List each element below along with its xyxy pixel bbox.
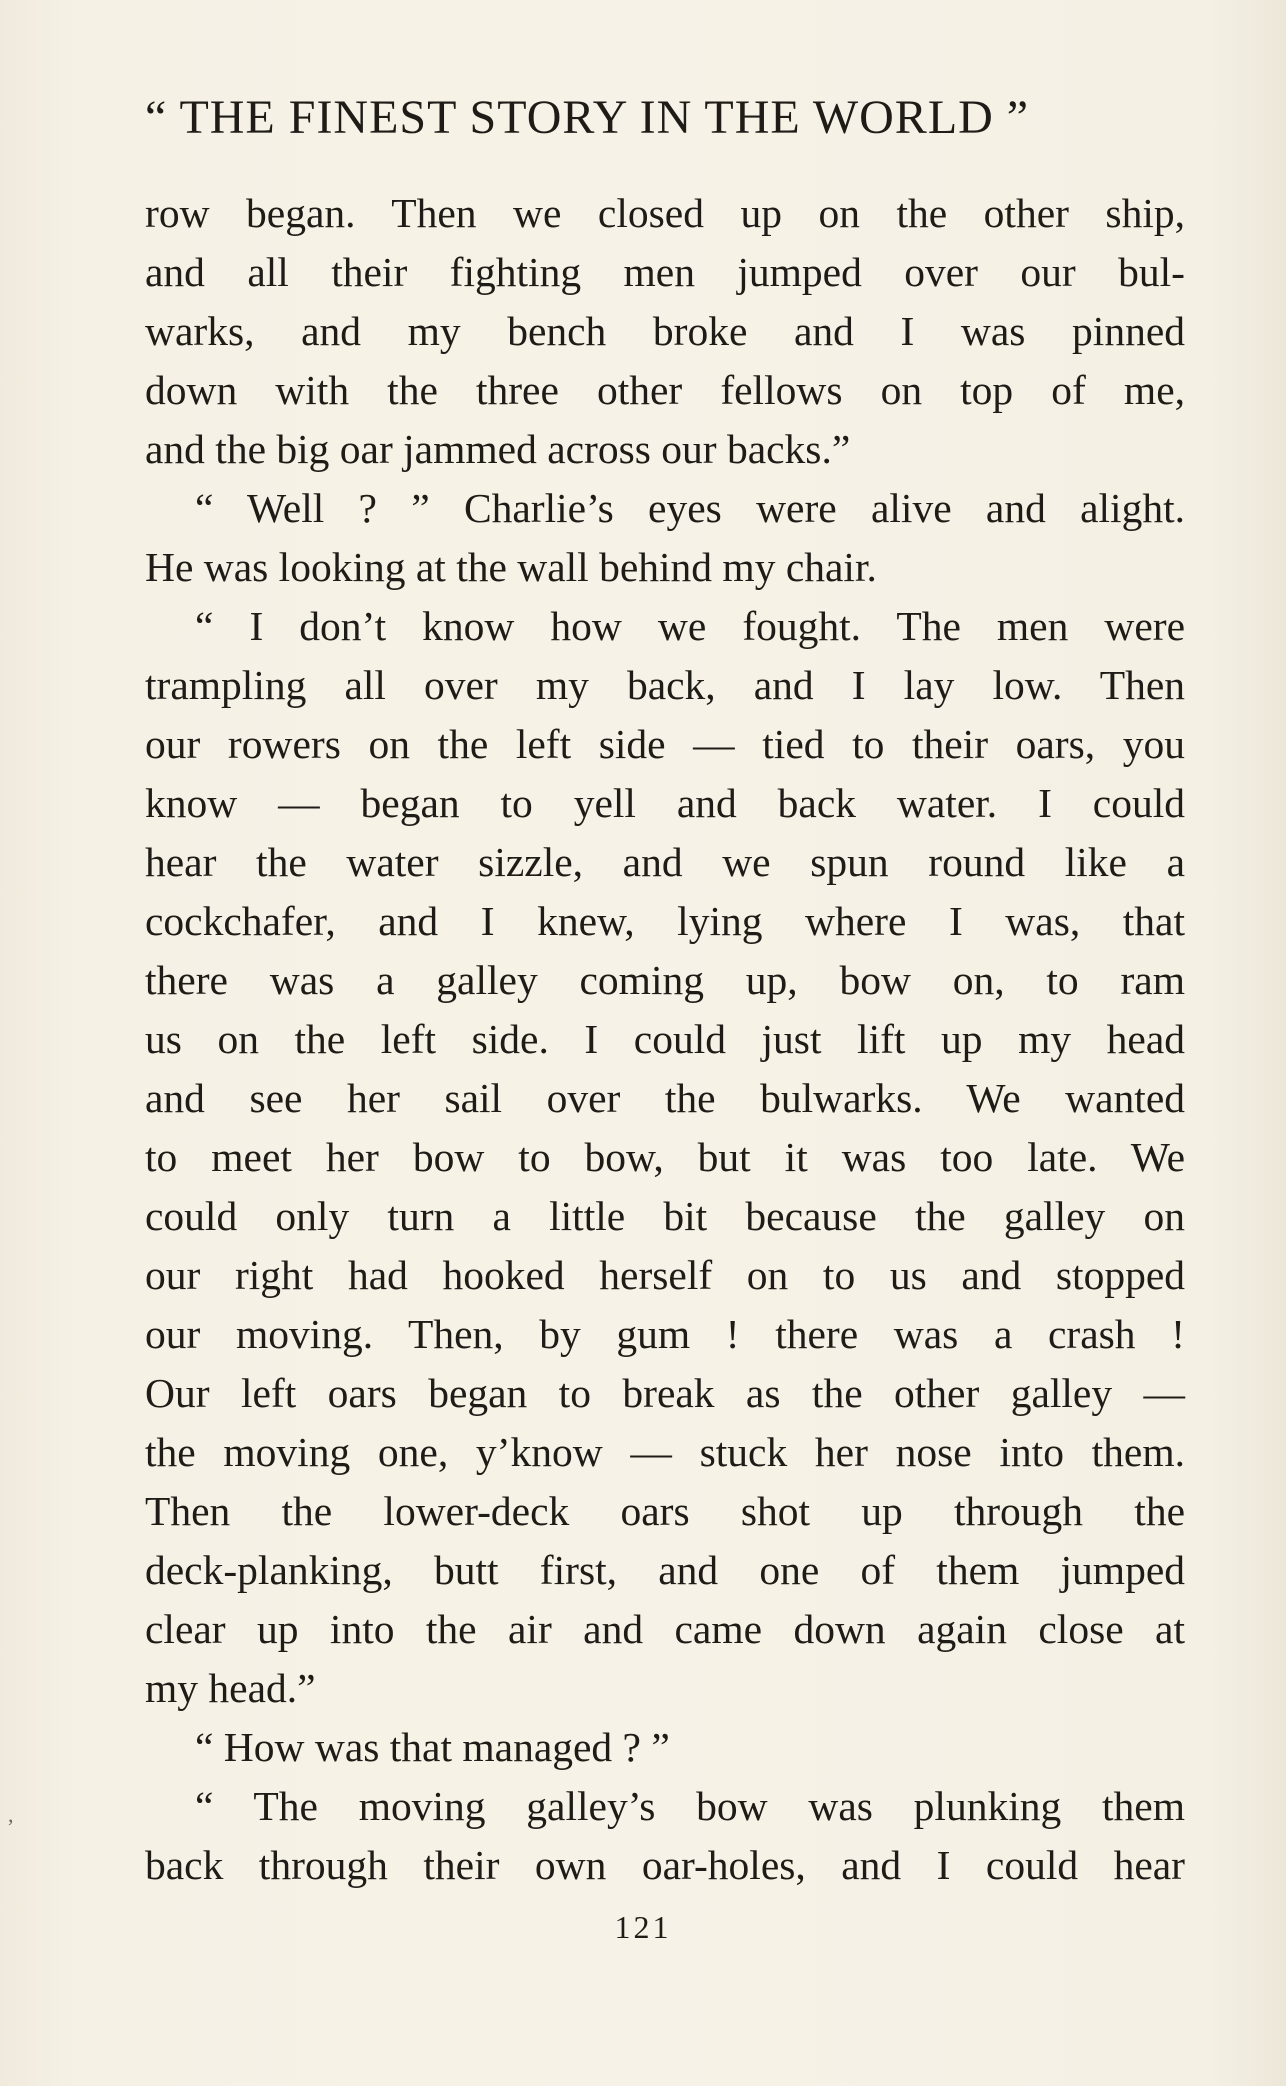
text-line: trampling all over my back, and I lay low. Then (145, 662, 1185, 708)
page-number: 121 (614, 1909, 672, 1945)
text-line: our moving. Then, by gum ! there was a crash ! (145, 1311, 1185, 1357)
text-line: cockchafer, and I knew, lying where I was, that (145, 898, 1185, 944)
text-line: the moving one, y’know — stuck her nose into them. (145, 1429, 1185, 1475)
text-line: “ How was that managed ? ” (195, 1724, 670, 1770)
text-line: to meet her bow to bow, but it was too late. We (145, 1134, 1185, 1180)
text-line: and the big oar jammed across our backs.” (145, 426, 851, 472)
text-line: us on the left side. I could just lift up my head (145, 1016, 1185, 1062)
body-text (145, 184, 1185, 1895)
text-line: Then the lower-deck oars shot up through the (145, 1488, 1185, 1534)
text-line: know — began to yell and back water. I could (145, 780, 1185, 826)
running-head: “ THE FINEST STORY IN THE WORLD ” (145, 91, 1030, 144)
text-line: our right had hooked herself on to us and stopped (145, 1252, 1185, 1298)
text-line: and see her sail over the bulwarks. We wanted (145, 1075, 1185, 1121)
text-line: He was looking at the wall behind my chair. (145, 544, 877, 590)
text-line: Our left oars began to break as the other galley — (145, 1370, 1185, 1416)
text-line: my head.” (145, 1665, 316, 1711)
text-line: our rowers on the left side — tied to their oars, you (145, 721, 1185, 767)
text-line: clear up into the air and came down again close at (145, 1606, 1185, 1652)
text-line: and all their fighting men jumped over our bul- (145, 249, 1185, 295)
text-line: hear the water sizzle, and we spun round like a (145, 839, 1185, 885)
text-line: “ I don’t know how we fought. The men were (195, 603, 1185, 649)
text-line: “ Well ? ” Charlie’s eyes were alive and alight. (195, 485, 1185, 531)
margin-mark: , (8, 1802, 14, 1827)
text-line: down with the three other fellows on top of me, (145, 367, 1185, 413)
text-line: row began. Then we closed up on the other ship, (145, 190, 1185, 236)
text-line: back through their own oar-holes, and I could hear (145, 1842, 1185, 1888)
text-line: “ The moving galley’s bow was plunking them (195, 1783, 1185, 1829)
text-line: warks, and my bench broke and I was pinned (145, 308, 1185, 354)
text-line: deck-planking, butt first, and one of them jumped (145, 1547, 1185, 1593)
text-line: could only turn a little bit because the galley on (145, 1193, 1185, 1239)
text-line: there was a galley coming up, bow on, to ram (145, 957, 1185, 1003)
